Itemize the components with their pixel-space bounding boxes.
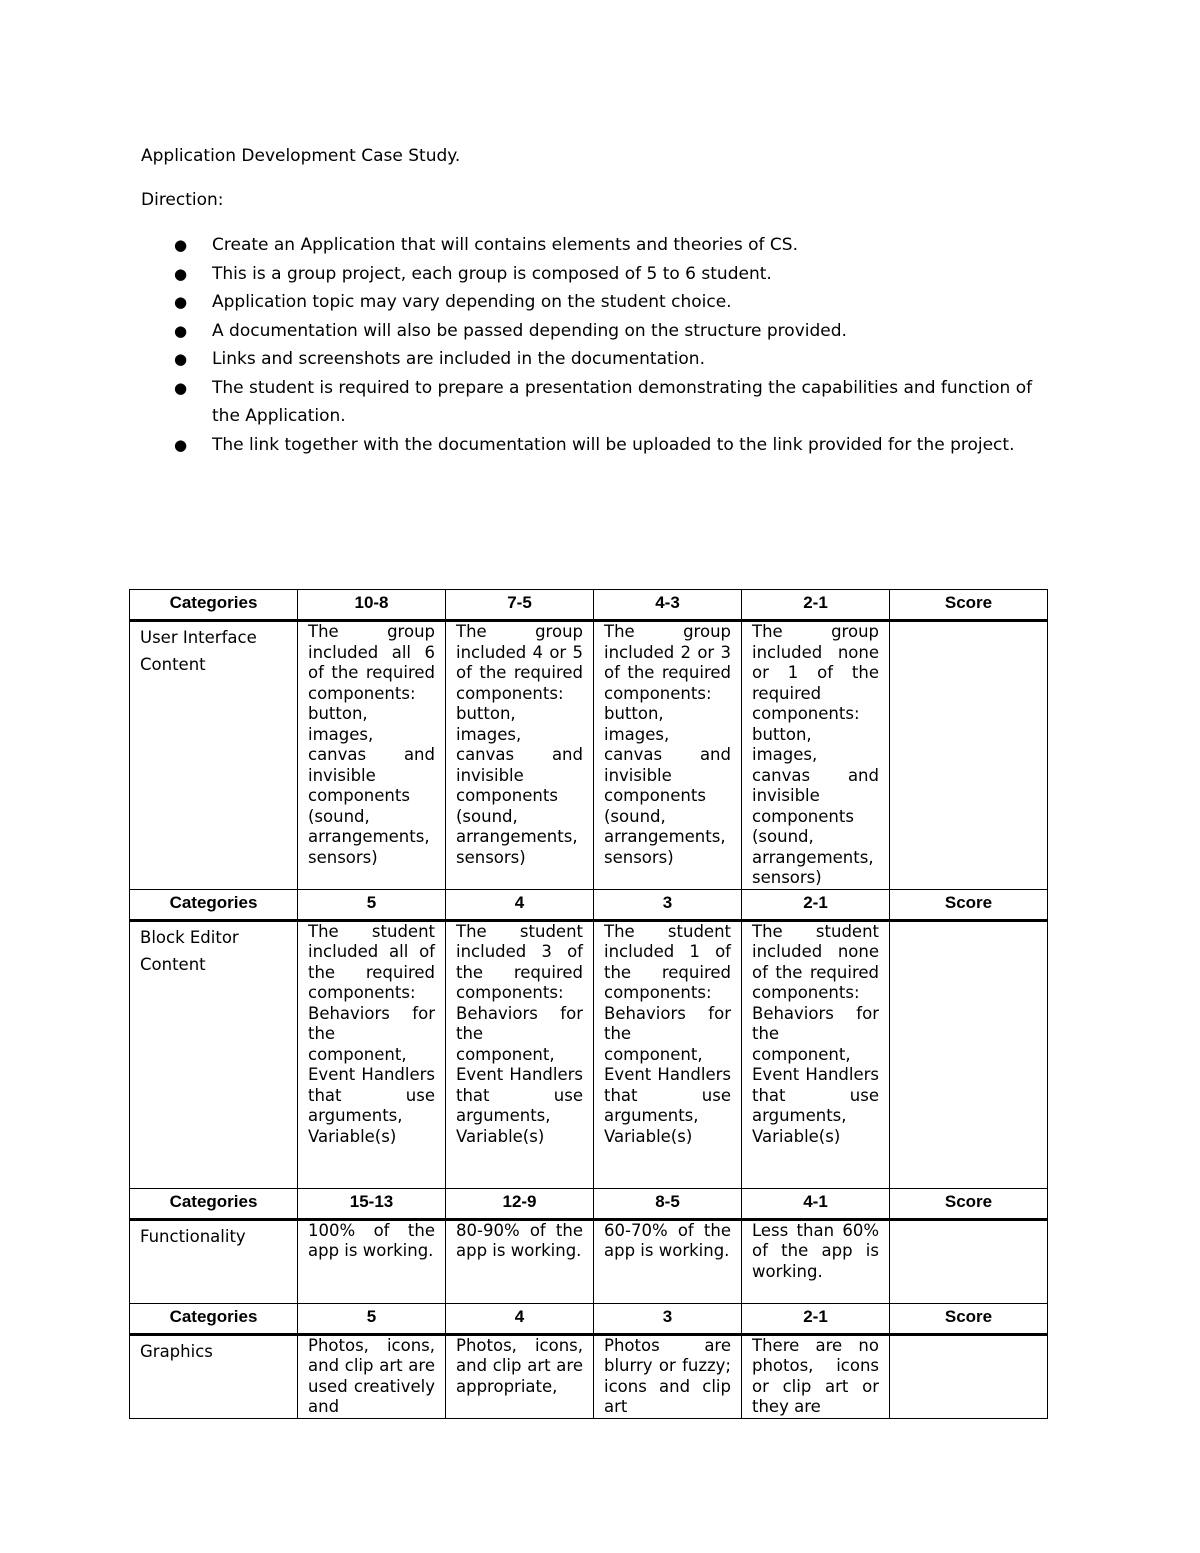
criteria-cell: The group included 4 or 5 of the required components: button, images, canvas and invisible components (sound, arrangements, sensors)	[446, 621, 594, 890]
criteria-cell	[594, 1334, 742, 1418]
header-score: Score	[890, 889, 1048, 920]
header-level-3: 4-3	[594, 590, 742, 621]
header-level-3: 3	[594, 889, 742, 920]
header-level-4: 4-1	[742, 1188, 890, 1219]
header-level-2: 12-9	[446, 1188, 594, 1219]
rubric-table	[129, 589, 1048, 1419]
header-level-1: 5	[298, 1303, 446, 1334]
bullet-text: The student is required to prepare a presentation demonstrating the capabilities and function of the Application.	[212, 377, 1033, 426]
rubric-header-row	[130, 889, 1048, 920]
rubric-row-graphics	[130, 1334, 1048, 1418]
rubric-row-block-editor	[130, 920, 1048, 1188]
header-score: Score	[890, 1303, 1048, 1334]
bullet-dot-icon: ●	[174, 264, 188, 283]
criteria-cell	[446, 1334, 594, 1418]
header-level-2: 4	[446, 1303, 594, 1334]
criteria-text: Photos, icons, and clip art are appropriate,	[456, 1335, 583, 1396]
criteria-cell	[742, 1334, 890, 1418]
direction-label: Direction:	[141, 190, 224, 210]
bullet-item	[172, 231, 1062, 260]
header-level-3: 3	[594, 1303, 742, 1334]
criteria-cell: 100% of the app is working.	[298, 1219, 446, 1303]
criteria-cell: The student included 1 of the required components: Behaviors for the component, Event Handlers that use arguments, Variable(s)	[594, 920, 742, 1188]
header-categories: Categories	[130, 1188, 298, 1219]
bullet-text: This is a group project, each group is composed of 5 to 6 student.	[212, 263, 772, 284]
bullet-dot-icon: ●	[174, 435, 188, 454]
header-categories: Categories	[130, 590, 298, 621]
bullet-text: Links and screenshots are included in the documentation.	[212, 349, 705, 369]
header-level-4: 2-1	[742, 889, 890, 920]
rubric-row-functionality	[130, 1219, 1048, 1303]
bullet-text: The link together with the documentation will be uploaded to the link provided for the project.	[212, 434, 1015, 455]
bullet-dot-icon: ●	[174, 378, 188, 397]
header-level-2: 4	[446, 889, 594, 920]
header-categories: Categories	[130, 889, 298, 920]
criteria-text: There are no photos, icons or clip art or they are	[752, 1335, 879, 1416]
bullet-text: Application topic may vary depending on the student choice.	[212, 292, 732, 312]
bullet-dot-icon: ●	[174, 321, 188, 340]
score-cell	[890, 920, 1048, 1188]
bullet-item	[172, 288, 1062, 317]
criteria-cell: 80-90% of the app is working.	[446, 1219, 594, 1303]
score-cell	[890, 1334, 1048, 1418]
header-level-4: 2-1	[742, 1303, 890, 1334]
criteria-cell	[298, 1334, 446, 1418]
criteria-cell: The student included all of the required components: Behaviors for the component, Event Handlers that use arguments, Variable(s)	[298, 920, 446, 1188]
header-level-1: 10-8	[298, 590, 446, 621]
criteria-cell: The group included 2 or 3 of the required components: button, images, canvas and invisible components (sound, arrangements, sensors)	[594, 621, 742, 890]
bullet-item	[172, 431, 1062, 460]
criteria-cell: The student included 3 of the required components: Behaviors for the component, Event Handlers that use arguments, Variable(s)	[446, 920, 594, 1188]
criteria-text: Photos are blurry or fuzzy; icons and clip art	[604, 1335, 731, 1416]
bullet-dot-icon: ●	[174, 350, 188, 368]
category-cell: User Interface Content	[130, 621, 298, 890]
rubric-header-row	[130, 590, 1048, 621]
category-cell: Graphics	[130, 1334, 298, 1418]
bullet-item	[172, 260, 1062, 289]
header-level-3: 8-5	[594, 1188, 742, 1219]
header-score: Score	[890, 1188, 1048, 1219]
bullet-item	[172, 374, 1062, 431]
criteria-cell: Less than 60% of the app is working.	[742, 1219, 890, 1303]
direction-bullet-list	[172, 231, 1062, 459]
header-score: Score	[890, 590, 1048, 621]
rubric-header-row	[130, 1303, 1048, 1334]
bullet-text: Create an Application that will contains elements and theories of CS.	[212, 235, 798, 255]
criteria-text: Photos, icons, and clip art are used creatively and	[308, 1335, 435, 1416]
rubric-row-user-interface	[130, 621, 1048, 890]
bullet-item	[172, 345, 1062, 374]
bullet-dot-icon: ●	[174, 293, 188, 311]
criteria-cell: 60-70% of the app is working.	[594, 1219, 742, 1303]
header-level-1: 15-13	[298, 1188, 446, 1219]
criteria-cell: The group included all 6 of the required components: button, images, canvas and invisible components (sound, arrangements, sensors)	[298, 621, 446, 890]
criteria-cell: The group included none or 1 of the required components: button, images, canvas and invisible components (sound, arrangements, sensors)	[742, 621, 890, 890]
category-cell: Block Editor Content	[130, 920, 298, 1188]
score-cell	[890, 1219, 1048, 1303]
category-cell: Functionality	[130, 1219, 298, 1303]
header-level-4: 2-1	[742, 590, 890, 621]
score-cell	[890, 621, 1048, 890]
bullet-text: A documentation will also be passed depending on the structure provided.	[212, 320, 847, 341]
criteria-cell: The student included none of the required components: Behaviors for the component, Event Handlers that use arguments, Variable(s)	[742, 920, 890, 1188]
header-categories: Categories	[130, 1303, 298, 1334]
bullet-dot-icon: ●	[174, 236, 188, 254]
bullet-item	[172, 317, 1062, 346]
header-level-1: 5	[298, 889, 446, 920]
rubric-header-row	[130, 1188, 1048, 1219]
document-title: Application Development Case Study.	[141, 146, 461, 166]
header-level-2: 7-5	[446, 590, 594, 621]
